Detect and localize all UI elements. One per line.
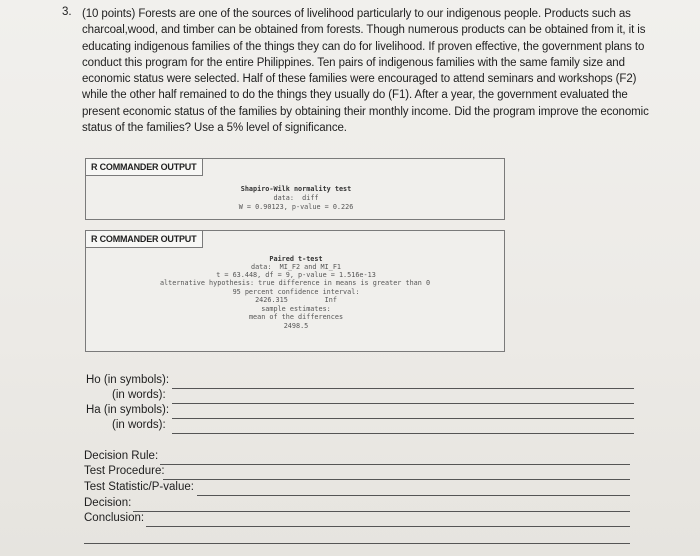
conclusion-answer-line[interactable] bbox=[146, 526, 630, 527]
shapiro-stat-line: W = 0.90123, p-value = 0.226 bbox=[238, 203, 354, 211]
question-text: (10 points) Forests are one of the sources of livelihood particularly to our indigenous people. Products such as charcoal,wood, and timber can be obtained from forests. Though numerous products can be obtained from it, it is educating indigenous families of the things they can do for livelihood. If proven effective, the government plans to conduct this program for the entire Philippines. Ten pairs of indigenous families with the same family size and economic status were selected. Half of these families were encouraged to attend seminars and workshops (F2) while the other half remained to do the things they usually do (F1). After a year, the government evaluated the present economic status of the families by obtaining their monthly income. Did the program improve the economic status of the families? Use a 5% level of significance. bbox=[82, 8, 649, 135]
decision-label: Decision: bbox=[84, 497, 132, 509]
question-number: 3. bbox=[62, 6, 72, 18]
test-procedure-answer-line[interactable] bbox=[163, 479, 630, 480]
ttest-ci-label: 95 percent confidence interval: bbox=[232, 288, 360, 296]
conclusion-label: Conclusion: bbox=[84, 512, 145, 524]
extra-answer-line[interactable] bbox=[84, 543, 630, 544]
test-statistic-label: Test Statistic/P-value: bbox=[84, 481, 194, 493]
shapiro-title: Shapiro-Wilk normality test bbox=[240, 185, 352, 193]
shapiro-output-box bbox=[85, 158, 505, 220]
ttest-output-box bbox=[85, 230, 505, 352]
ttest-mean-diff-label: mean of the differences bbox=[248, 313, 344, 321]
ttest-mean-diff-value: 2498.5 bbox=[283, 322, 309, 330]
shapiro-data-line: data: diff bbox=[273, 194, 319, 202]
ttest-estimates-label: sample estimates: bbox=[261, 305, 331, 313]
test-statistic-answer-line[interactable] bbox=[197, 495, 630, 496]
ttest-stat-line: t = 63.448, df = 9, p-value = 1.516e-13 bbox=[216, 271, 376, 279]
decision-rule-answer-line[interactable] bbox=[160, 464, 630, 465]
ttest-ci-values: 2426.315 Inf bbox=[255, 296, 337, 304]
output-label: R COMMANDER OUTPUT bbox=[86, 159, 203, 176]
ha-words-label: (in words): bbox=[112, 419, 166, 431]
ho-words-answer-line[interactable] bbox=[172, 403, 634, 404]
ho-words-label: (in words): bbox=[112, 389, 166, 401]
ttest-alternative-line: alternative hypothesis: true difference in means is greater than 0 bbox=[159, 279, 431, 287]
output-label: R COMMANDER OUTPUT bbox=[86, 231, 203, 248]
ha-words-answer-line[interactable] bbox=[172, 433, 634, 434]
test-procedure-label: Test Procedure: bbox=[84, 465, 165, 477]
ha-symbols-answer-line[interactable] bbox=[172, 418, 634, 419]
ttest-title: Paired t-test bbox=[269, 255, 323, 263]
ttest-data-line: data: MI_F2 and MI_F1 bbox=[250, 263, 342, 271]
ha-symbols-label: Ha (in symbols): bbox=[86, 404, 170, 416]
ho-symbols-answer-line[interactable] bbox=[172, 388, 634, 389]
ho-symbols-label: Ho (in symbols): bbox=[86, 374, 170, 386]
decision-rule-label: Decision Rule: bbox=[84, 450, 159, 462]
decision-answer-line[interactable] bbox=[133, 511, 630, 512]
